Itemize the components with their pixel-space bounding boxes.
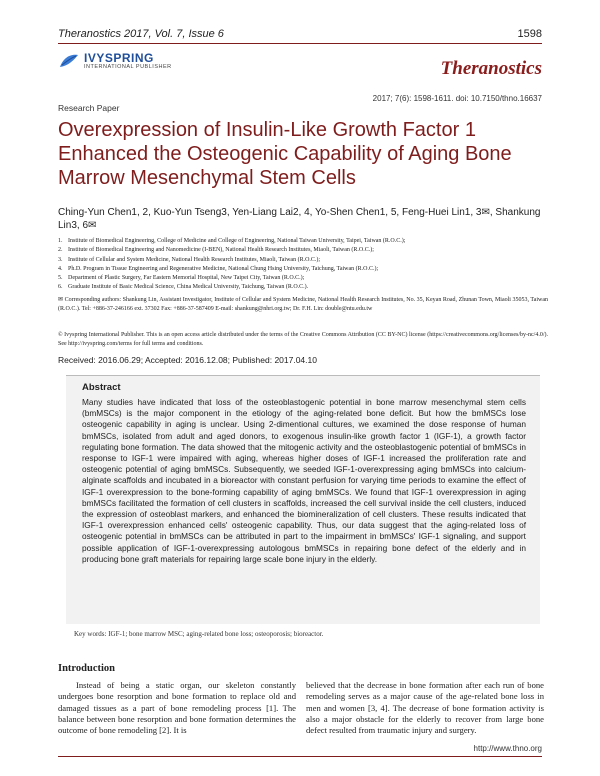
journal-logo[interactable]: Theranostics — [440, 58, 542, 79]
article-type: Research Paper — [58, 103, 120, 113]
corresponding-authors: ✉ Corresponding authors: Shankung Lin, Assistant Investigator, Institute of Cellular and System Medicine, National Health Research Institutes, No. 35, Keyan Road, Zhunan Town, Miaoli 35053, Taiwan (R.O.C.). Tel: +886-37-246166 ext. 37302 Fax: +886-37-587409 E-mail: shankung@nhri.org.tw; Dr. F.H. Lin: double@ntu.edu.tw — [58, 297, 548, 312]
page-title: Overexpression of Insulin-Like Growth Factor 1 Enhanced the Osteogenic Capability of Aging Bone Marrow Mesenchymal Stem Cells — [58, 119, 512, 189]
publisher-logo — [58, 52, 172, 70]
ivy-leaf-icon — [58, 52, 80, 70]
affiliation-item: 2. Institute of Biomedical Engineering and Nanomedicine (I-BEN), National Health Research Institutes, Miaoli, Taiwan (R.O.C.); — [58, 247, 374, 254]
affiliation-item: 5. Department of Plastic Surgery, Far Eastern Memorial Hospital, New Taipei City, Taiwan (R.O.C.); — [58, 275, 305, 282]
footer-url[interactable]: http://www.thno.org — [473, 744, 542, 753]
abstract-body: Many studies have indicated that loss of the osteoblastogenic potential in bone marrow mesenchymal stem cells (bmMSCs) is the major component in the etiology of the aging-related bone deficit. But how the bmMSCs lose osteogenic capability in aging is unclear. Using 2-dimentional cultures, we examined the dose response of human bmMSCs, isolated from adult and aged donors, to exogenous insulin-like growth factor 1 (IGF-1), a growth factor regulating bone formation. The data showed that the mitogenic activity and the osteoblastogenic potential of bmMSCs in response to IGF-1 were impaired with aging, whereas higher doses of IGF-1 increased the proliferation rate and osteogenic potential of aging bmMSCs. Subsequently, we seeded IGF-1-overexpressing aging bmMSCs into calcium-alginate scaffolds and incubated in a bioreactor with constant perfusion for varying time periods to examine the effect of IGF-1 overexpression to the bone-forming capability of aging bmMSCs. We found that IGF-1 overexpression in aging bmMSCs facilitated the formation of cell clusters in scaffolds, increased the cell survival inside the cell clusters, induced the expression of osteoblast markers, and enhanced the biomineralization of cell clusters. These results indicated that IGF-1 overexpression enhanced cells' osteogenic capability. Thus, our data suggest that the aging-related loss of osteogenic potential in bmMSCs can be attributed in part to the impairment in bmMSCs' IGF-1 signaling, and support possible application of IGF-1-overexpressing autologous bmMSCs in repairing bone defect of the elderly and in producing bone graft materials for repairing large scale bone injury in the elderly. — [82, 397, 526, 564]
authors: Ching-Yun Chen1, 2, Kuo-Yun Tseng3, Yen-Liang Lai2, 4, Yo-Shen Chen1, 5, Feng-Huei Lin1, 3✉, Shankung Lin3, 6✉ — [58, 207, 541, 231]
intro-left-column: Instead of being a static organ, our skeleton constantly undergoes bone resorption and bone formation to replace old and damaged tissues as a part of bone remodeling process [1]. The balance between bone resorption and bone formation determines the outcome of bone remodeling [2]. It is — [58, 680, 296, 736]
affiliations — [58, 237, 548, 293]
license-notice: © Ivyspring International Publisher. This is an open access article distributed under the terms of the Creative Commons Attribution (CC BY-NC) license (https://creativecommons.org/licenses/by-nc/4.0/). See http://ivyspring.com/terms for full terms and conditions. — [58, 332, 548, 347]
intro-right-column: believed that the decrease in bone formation after each run of bone remodeling serves as a major cause of the age-related bone loss in men and women [3, 4]. The decrease of bone formation activity is also a major obstacle for the elderly to recover from large bone defect resulted from traumatic injury and surgery. — [306, 680, 544, 736]
header-rule — [58, 43, 542, 44]
abstract-heading: Abstract — [82, 382, 121, 393]
affiliation-item: 3. Institute of Cellular and System Medicine, National Health Research Institutes, Miaoli, Taiwan (R.O.C.); — [58, 256, 321, 263]
affiliation-item: 1. Institute of Biomedical Engineering, College of Medicine and College of Engineering, National Taiwan University, Taipei, Taiwan (R.O.C.); — [58, 238, 406, 244]
footer-rule — [58, 756, 542, 757]
keywords: Key words: IGF-1; bone marrow MSC; aging-related bone loss; osteoporosis; bioreactor. — [74, 630, 324, 638]
publisher-name: IVYSPRING — [84, 51, 154, 65]
affiliation-item: 6. Graduate Institute of Basic Medical Science, China Medical University, Taichung, Taiwan (R.O.C.). — [58, 284, 309, 291]
page-number: 1598 — [517, 28, 542, 40]
publisher-sub: INTERNATIONAL PUBLISHER — [84, 64, 172, 70]
citation: 2017; 7(6): 1598-1611. doi: 10.7150/thno.16637 — [372, 94, 542, 103]
introduction-heading: Introduction — [58, 663, 115, 674]
journal-issue: Theranostics 2017, Vol. 7, Issue 6 — [58, 28, 224, 40]
affiliation-item: 4. Ph.D. Program in Tissue Engineering and Regenerative Medicine, National Chung Hsing University, Taichung, Taiwan (R.O.C.); — [58, 265, 379, 272]
publication-dates: Received: 2016.06.29; Accepted: 2016.12.08; Published: 2017.04.10 — [58, 355, 317, 365]
